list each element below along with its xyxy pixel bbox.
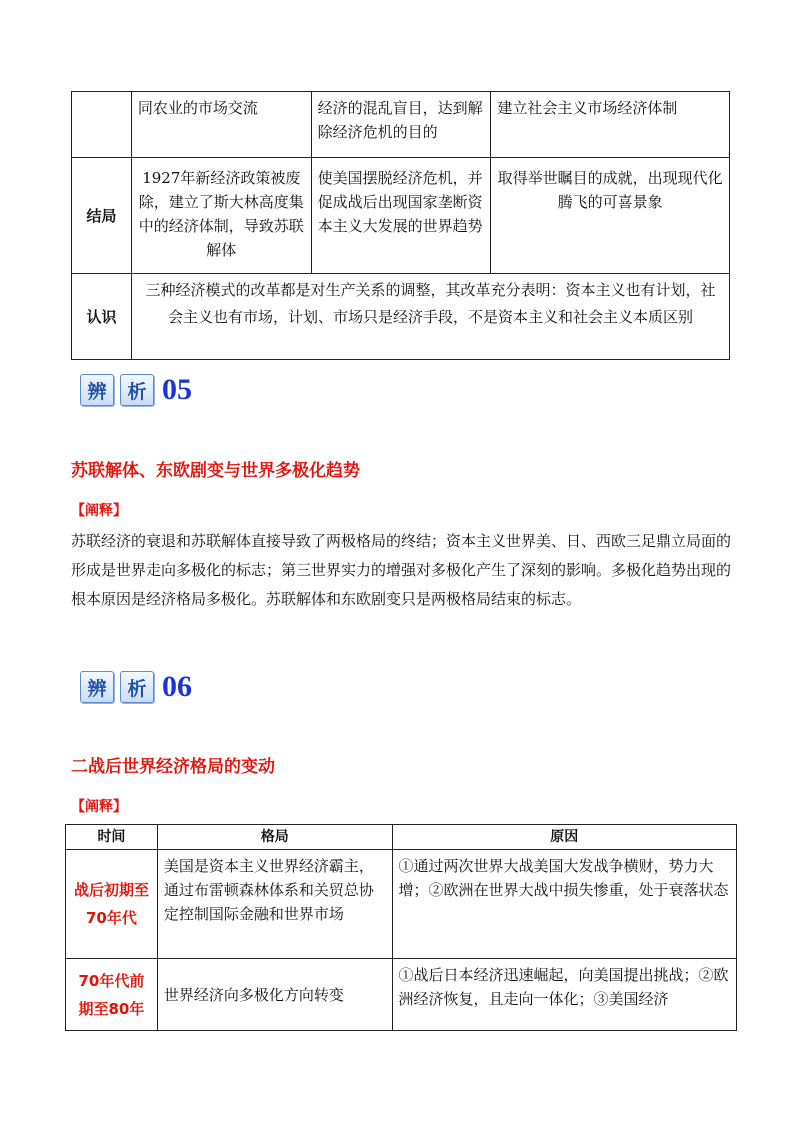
badge-char: 辨 <box>80 374 114 406</box>
table-row <box>66 850 737 959</box>
table-cell: 取得举世瞩目的成就，出现现代化腾飞的可喜景象 <box>491 158 730 274</box>
time-cell: 战后初期至70年代 <box>66 850 158 959</box>
explanation-text: 苏联经济的衰退和苏联解体直接导致了两极格局的终结；资本主义世界美、日、西欧三足鼎立局面的形成是世界走向多极化的标志；第三世界实力的增强对多极化产生了深刻的影响。多极化趋势出现的根本原因是经济格局多极化。苏联解体和东欧剧变只是两极格局结束的标志。 <box>71 532 732 608</box>
table-cell: 使美国摆脱经济危机，并促成战后出现国家垄断资本主义大发展的世界趋势 <box>311 158 491 274</box>
pattern-cell: 美国是资本主义世界经济霸主，通过布雷顿森林体系和关贸总协定控制国际金融和世界市场 <box>157 850 392 959</box>
section-number: 06 <box>162 670 192 703</box>
table-row <box>66 959 737 1031</box>
column-header: 原因 <box>392 825 736 850</box>
section-title: 苏联解体、东欧剧变与世界多极化趋势 <box>71 461 360 481</box>
explanation-tag: 【阐释】 <box>71 503 127 519</box>
table-cell: 建立社会主义市场经济体制 <box>491 92 730 158</box>
explanation-tag: 【阐释】 <box>71 799 127 815</box>
section-number: 05 <box>162 373 192 406</box>
table-cell: 三种经济模式的改革都是对生产关系的调整，其改革充分表明：资本主义也有计划，社会主义也有市场，计划、市场只是经济手段，不是资本主义和社会主义本质区别 <box>131 274 729 360</box>
table-cell: 1927年新经济政策被废除，建立了斯大林高度集中的经济体制，导致苏联解体 <box>131 158 311 274</box>
table-cell: 同农业的市场交流 <box>131 92 311 158</box>
table-row <box>72 274 730 360</box>
table-header-row <box>66 825 737 850</box>
badge-char: 析 <box>120 374 154 406</box>
economic-pattern-table <box>65 824 737 1031</box>
table-row <box>72 92 730 158</box>
time-cell: 70年代前期至80年 <box>66 959 158 1031</box>
section-badge-05 <box>80 373 192 407</box>
pattern-cell: 世界经济向多极化方向转变 <box>157 959 392 1031</box>
row-label-insight: 认识 <box>72 274 132 360</box>
column-header: 时间 <box>66 825 158 850</box>
reason-cell: ①通过两次世界大战美国大发战争横财，势力大增；②欧洲在世界大战中损失惨重，处于衰落状态 <box>392 850 736 959</box>
row-label-outcome: 结局 <box>72 158 132 274</box>
section-badge-06 <box>80 670 192 704</box>
reform-comparison-table <box>71 91 730 360</box>
badge-char: 辨 <box>80 671 114 703</box>
table-cell: 经济的混乱盲目，达到解除经济危机的目的 <box>311 92 491 158</box>
row-label <box>72 92 132 158</box>
reason-cell: ①战后日本经济迅速崛起，向美国提出挑战；②欧洲经济恢复，且走向一体化；③美国经济 <box>392 959 736 1031</box>
section-title: 二战后世界经济格局的变动 <box>71 757 275 777</box>
badge-char: 析 <box>120 671 154 703</box>
table-row <box>72 158 730 274</box>
column-header: 格局 <box>157 825 392 850</box>
